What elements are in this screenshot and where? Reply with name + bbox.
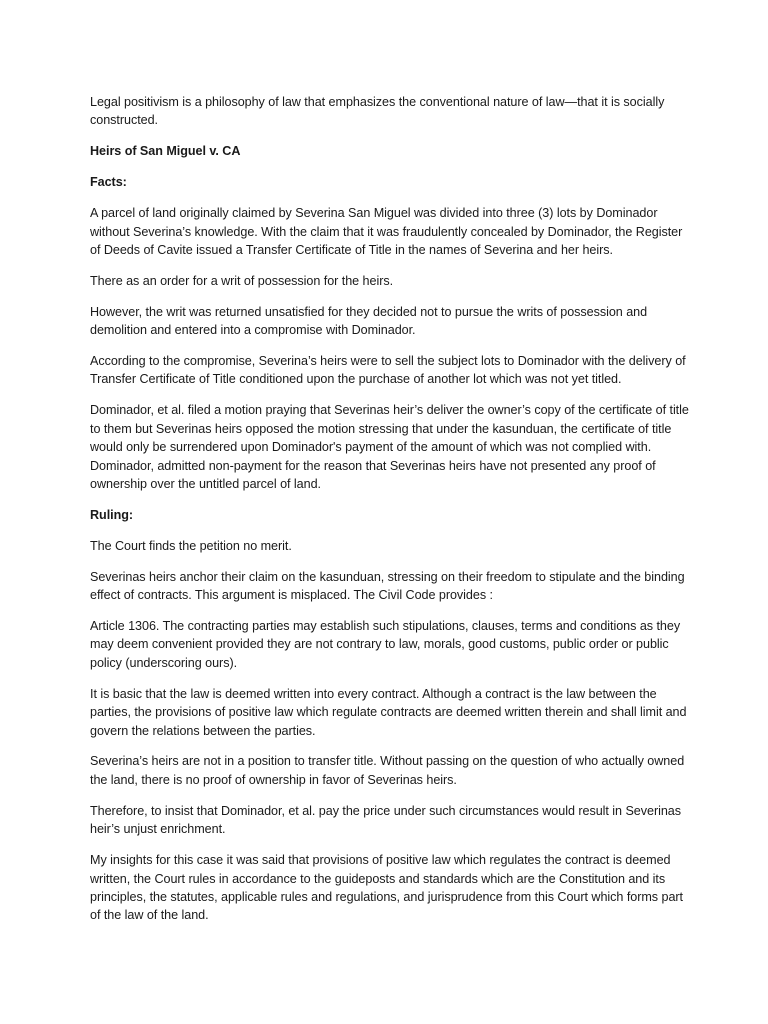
ruling-paragraph: Severinas heirs anchor their claim on the kasunduan, stressing on their freedom to stipulate and the binding effect of contracts. This argument is misplaced. The Civil Code provides :: [90, 569, 685, 603]
ruling-paragraph: Severina’s heirs are not in a position to transfer title. Without passing on the question of who actually owned the land, there is no proof of ownership in favor of Severinas heirs.: [90, 754, 685, 787]
ruling-paragraph: It is basic that the law is deemed written into every contract. Although a contract is the law between the parties, the provisions of positive law which regulate contracts are deemed written therein and shall limit and govern the relations between the parties.: [90, 686, 687, 738]
intro-paragraph: Legal positivism is a philosophy of law that emphasizes the conventional nature of law—that it is socially constructed.: [90, 95, 665, 128]
ruling-heading: Ruling:: [90, 507, 134, 522]
facts-paragraph: According to the compromise, Severina’s heirs were to sell the subject lots to Dominador with the delivery of Transfer Certificate of Title conditioned upon the purchase of another lot which was not yet titled.: [90, 354, 686, 387]
facts-paragraph: Dominador, et al. filed a motion praying that Severinas heir’s deliver the owner’s copy of the certificate of title to them but Severinas heirs opposed the motion stressing that under the kasunduan, the certificate of title would only be surrendered upon Dominador's payment of the amount of which was not complied with. Dominador, admitted non-payment for the reason that Severinas heirs have not presented any proof of ownership over the untitled parcel of land.: [90, 403, 689, 491]
ruling-paragraph: Therefore, to insist that Dominador, et al. pay the price under such circumstances would result in Severinas heir’s unjust enrichment.: [90, 803, 681, 837]
facts-paragraph: There as an order for a writ of possession for the heirs.: [90, 273, 394, 288]
document-page: [90, 93, 690, 937]
ruling-paragraph: My insights for this case it was said that provisions of positive law which regulates the contract is deemed written, the Court rules in accordance to the guideposts and standards which are the Constitution and its principles, the statutes, applicable rules and regulations, and jurisprudence from this Court which forms part of the law of the land.: [90, 853, 684, 923]
case-title: Heirs of San Miguel v. CA: [90, 144, 241, 159]
ruling-paragraph: The Court finds the petition no merit.: [90, 538, 292, 553]
facts-paragraph: A parcel of land originally claimed by Severina San Miguel was divided into three (3) lots by Dominador without Severina’s knowledge. With the claim that it was fraudulently concealed by Dominador, the Register of Deeds of Cavite issued a Transfer Certificate of Title in the names of Severina and her heirs.: [90, 206, 683, 257]
facts-heading: Facts:: [90, 175, 127, 190]
ruling-paragraph: Article 1306. The contracting parties may establish such stipulations, clauses, terms and conditions as they may deem convenient provided they are not contrary to law, morals, good customs, public order or public policy (underscoring ours).: [90, 619, 681, 670]
facts-paragraph: However, the writ was returned unsatisfied for they decided not to pursue the writs of possession and demolition and entered into a compromise with Dominador.: [90, 304, 648, 338]
